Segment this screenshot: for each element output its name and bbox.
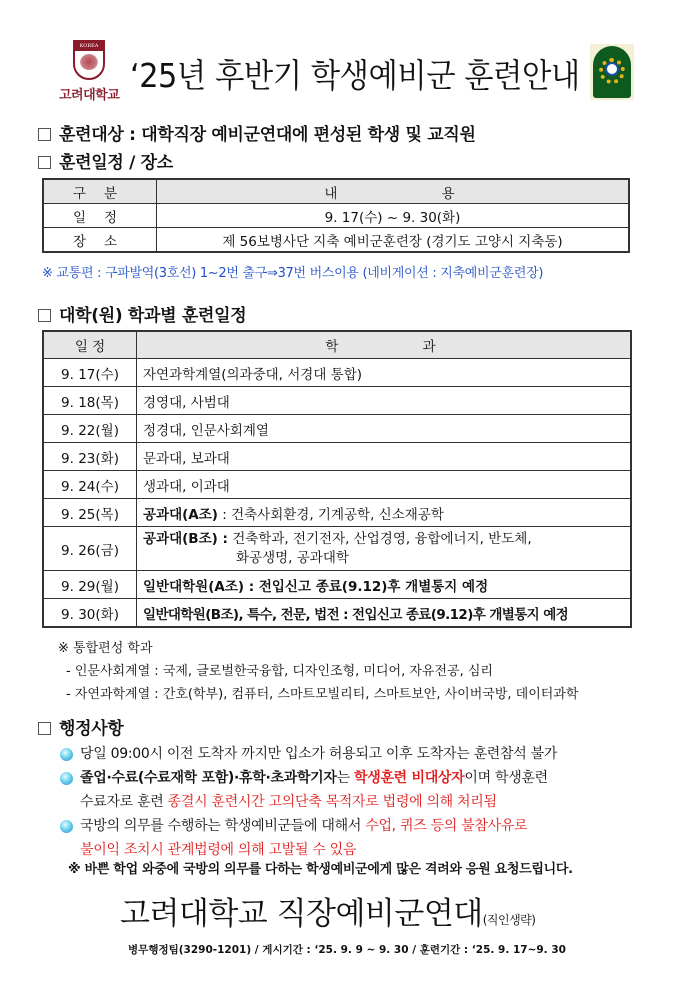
table-row xyxy=(43,359,631,387)
notes-item: - 자연과학계열 : 간호(학부), 컴퓨터, 스마트모빌리티, 스마트보안, 사이버국방, 데이터과학 xyxy=(66,687,579,702)
row-key: 일정 xyxy=(43,204,157,228)
footer-meta: 병무행정팀(3290-1201) / 게시기간 : ‘25. 9. 9 ~ 9. 30 / 훈련기간 : ‘25. 9. 17~9. 30 xyxy=(128,944,566,956)
bullet-orb-icon xyxy=(60,772,73,785)
organization-name: 고려대학교 직장예비군연대 xyxy=(120,896,483,932)
checkbox-icon xyxy=(38,156,51,169)
section-heading: 훈련대상 : 대학직장 예비군연대에 편성된 학생 및 교직원 xyxy=(59,125,476,145)
dept-cell xyxy=(137,359,632,387)
bullet-orb-icon xyxy=(60,820,73,833)
dept-schedule-table xyxy=(42,330,632,628)
admin-item xyxy=(60,742,557,766)
table-row xyxy=(43,387,631,415)
dept-text: 건축학과, 전기전자, 산업경영, 융합에너지, 반도체, xyxy=(227,530,532,547)
admin-text-highlight: 학생훈련 비대상자 xyxy=(354,770,465,786)
dept-text: 문과대, 보과대 xyxy=(143,450,230,467)
admin-text: 수료자로 훈련 xyxy=(80,794,168,810)
row-key: 장소 xyxy=(43,228,157,253)
section-heading: 대학(원) 학과별 훈련일정 xyxy=(59,306,247,326)
dept-group: 공과대(B조) : xyxy=(143,530,228,547)
transport-note: ※ 교통편 : 구파발역(3호선) 1~2번 출구⇒37번 버스이용 (네비게이션 : 지축예비군훈련장) xyxy=(42,266,544,281)
date-cell: 9. 18(목) xyxy=(43,387,137,415)
header-cell: 구분 xyxy=(43,179,157,204)
date-cell: 9. 30(화) xyxy=(43,599,137,628)
reserve-forces-emblem xyxy=(590,44,634,100)
closing-note: ※ 바쁜 학업 와중에 국방의 의무를 다하는 학생예비군에게 많은 격려와 응원 요청드립니다. xyxy=(68,862,573,877)
dept-cell xyxy=(137,387,632,415)
dept-text: 화공생명, 공과대학 xyxy=(236,549,349,566)
dept-text: : 건축사회환경, 기계공학, 신소재공학 xyxy=(217,506,444,523)
date-cell: 9. 26(금) xyxy=(43,527,137,571)
date-cell: 9. 22(월) xyxy=(43,415,137,443)
admin-text-highlight: 불이익 조치시 관계법령에 의해 고발될 수 있음 xyxy=(80,842,357,858)
table-row xyxy=(43,471,631,499)
admin-item xyxy=(60,814,557,838)
seal-note: (직인생략) xyxy=(482,913,536,927)
korea-map-emblem-icon xyxy=(605,62,619,76)
admin-text-highlight: 수업, 퀴즈 등의 불참사유로 xyxy=(365,818,528,834)
header-cell: 학 과 xyxy=(137,331,632,359)
table-header-row xyxy=(43,331,631,359)
dept-cell xyxy=(137,471,632,499)
footer-organization xyxy=(120,888,535,933)
table-header-row xyxy=(43,179,629,204)
admin-text: 국방의 의무를 수행하는 학생예비군들에 대해서 xyxy=(80,818,366,834)
admin-item xyxy=(60,766,557,790)
schedule-place-table xyxy=(42,178,630,253)
bullet-orb-icon xyxy=(60,748,73,761)
table-row xyxy=(43,228,629,253)
date-cell: 9. 17(수) xyxy=(43,359,137,387)
date-cell: 9. 24(수) xyxy=(43,471,137,499)
header-cell: 일 정 xyxy=(43,331,137,359)
admin-item-continued xyxy=(60,790,557,814)
date-cell: 9. 25(목) xyxy=(43,499,137,527)
notes-item: - 인문사회계열 : 국제, 글로벌한국융합, 디자인조형, 미디어, 자유전공, 심리 xyxy=(66,664,493,679)
dept-cell xyxy=(137,415,632,443)
dept-cell xyxy=(137,443,632,471)
section-admin xyxy=(38,714,124,739)
section-heading: 훈련일정 / 장소 xyxy=(59,153,173,173)
table-row xyxy=(43,499,631,527)
row-value: 9. 17(수) ~ 9. 30(화) xyxy=(157,204,630,228)
admin-text-highlight: 종결시 훈련시간 고의단축 목적자로 법령에 의해 처리됨 xyxy=(167,794,497,810)
section-dept-schedule xyxy=(38,301,246,326)
section-heading: 행정사항 xyxy=(59,719,124,739)
table-row xyxy=(43,443,631,471)
table-row xyxy=(43,599,631,628)
dept-cell xyxy=(137,527,632,571)
table-row xyxy=(43,415,631,443)
notes-title: ※ 통합편성 학과 xyxy=(58,641,153,656)
dept-group: 공과대(A조) xyxy=(143,506,218,523)
date-cell: 9. 23(화) xyxy=(43,443,137,471)
dept-text: 정경대, 인문사회계열 xyxy=(143,422,269,439)
dept-text: 생과대, 이과대 xyxy=(143,478,230,495)
admin-text: 졸업·수료(수료재학 포함)·휴학·초과학기자 xyxy=(80,770,337,786)
page-title: ‘25년 후반기 학생예비군 훈련안내 xyxy=(130,56,580,95)
header-cell: 내 용 xyxy=(157,179,630,204)
logo-text: KOREA xyxy=(75,42,103,51)
dept-group: 일반대학원(B조), 특수, 전문, 법전 : 전입신고 종료(9.12)후 개별통지 예정 xyxy=(143,606,569,623)
checkbox-icon xyxy=(38,309,51,322)
admin-text: 는 xyxy=(336,770,355,786)
admin-text: 이며 학생훈련 xyxy=(464,770,548,786)
dept-cell xyxy=(137,499,632,527)
table-row xyxy=(43,571,631,599)
section-target xyxy=(38,120,476,145)
dept-text: 자연과학계열(의과중대, 서경대 통합) xyxy=(143,366,363,383)
row-value: 제 56보병사단 지축 예비군훈련장 (경기도 고양시 지축동) xyxy=(157,228,630,253)
merged-dept-notes xyxy=(58,637,578,706)
dept-group: 일반대학원(A조) : 전입신고 종료(9.12)후 개별통지 예정 xyxy=(143,578,489,595)
date-cell: 9. 29(월) xyxy=(43,571,137,599)
table-row xyxy=(43,204,629,228)
ku-shield-icon xyxy=(73,40,105,80)
dept-cell xyxy=(137,571,632,599)
dept-cell xyxy=(137,599,632,628)
checkbox-icon xyxy=(38,128,51,141)
korea-university-logo xyxy=(55,40,125,103)
dept-text: 경영대, 사범대 xyxy=(143,394,230,411)
checkbox-icon xyxy=(38,722,51,735)
admin-list xyxy=(60,742,557,862)
section-schedule-place xyxy=(38,148,173,173)
admin-text: 당일 09:00시 이전 도착자 까지만 입소가 허용되고 이후 도착자는 훈련참석 불가 xyxy=(80,746,558,762)
tiger-icon xyxy=(80,54,98,70)
university-name: 고려대학교 xyxy=(59,88,120,103)
table-row xyxy=(43,527,631,571)
